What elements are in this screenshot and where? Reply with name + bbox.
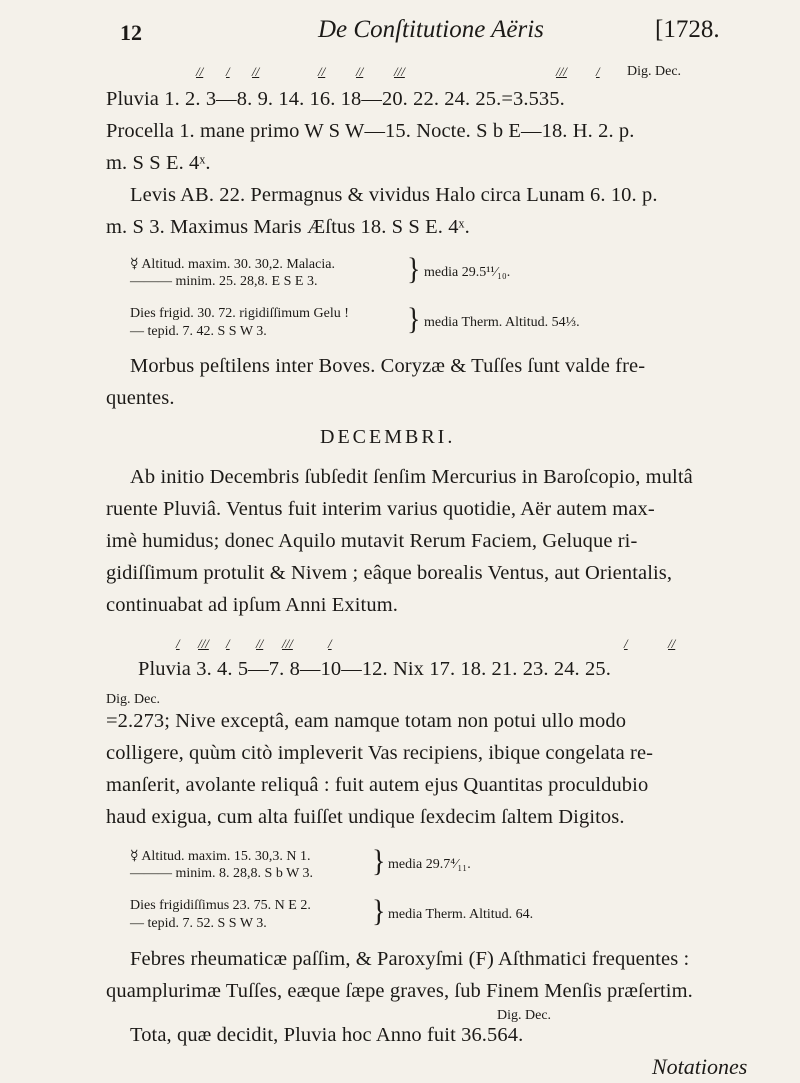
rain-mark: // [668,636,676,651]
brace: } [407,302,421,337]
december-heading: DECEMBRI. [320,426,456,448]
rain-mark: // [252,64,260,79]
december-quantity-4: haud exigua, cum alta fuiſſet undique ſexdecim ſaltem Digitos. [106,806,625,828]
therm-media-november: media Therm. Altitud. 54⅓. [424,315,580,330]
rain-mark: // [318,64,326,79]
brace: } [407,252,421,287]
rain-mark: /// [282,636,293,651]
total-rain-line: Tota, quæ decidit, Pluvia hoc Anno fuit 36.564. [130,1024,524,1046]
december-quantity-1: =2.273; Nive exceptâ, eam namque totam non potui ullo modo [106,710,627,732]
febres-line-2: quamplurimæ Tuſſes, eæque ſæpe graves, ſub Finem Menſis præſertim. [106,980,693,1002]
december-quantity-2: colligere, quùm citò impleverit Vas recipiens, ibique congelata re- [106,742,654,764]
dies-frigid-november: Dies frigid. 30. 72. rigidiſſimum Gelu ! [130,306,349,321]
procella-line-2: m. S S E. 4ˣ. [106,152,211,174]
year-bracket: [1728. [655,16,720,43]
barometer-max-november: ☿ Altitud. maxim. 30. 30,2. Malacia. [130,257,335,272]
levis-line-2: m. S 3. Maximus Maris Æſtus 18. S S E. 4ˣ. [106,216,470,238]
december-paragraph-5: continuabat ad ipſum Anni Exitum. [106,594,398,616]
catchword: Notationes [652,1054,748,1079]
morbus-line-2: quentes. [106,387,175,409]
rain-mark: /// [556,64,567,79]
december-paragraph-1: Ab initio Decembris ſubſedit ſenſim Mercurius in Baroſcopio, multâ [130,466,693,488]
december-paragraph-2: ruente Pluviâ. Ventus fuit interim varius quotidie, Aër autem max- [106,498,655,520]
rain-mark: / [596,64,600,79]
rain-mark: /// [198,636,209,651]
rain-mark: / [328,636,332,651]
dies-tepid-november: — tepid. 7. 42. S S W 3. [130,324,267,339]
barometer-media-november: media 29.5¹¹⁄₁₀. [424,265,511,280]
page-number: 12 [120,20,142,45]
brace: } [372,894,386,929]
rain-mark: // [256,636,264,651]
dies-frigidissimus-december: Dies frigidiſſimus 23. 75. N E 2. [130,898,311,913]
rain-mark: / [176,636,180,651]
brace: } [372,844,386,879]
rain-mark: / [226,636,230,651]
procella-line-1: Procella 1. mane primo W S W—15. Nocte. S b E—18. H. 2. p. [106,120,635,142]
december-quantity-3: manſerit, avolante reliquâ : fuit autem ejus Quantitas proculdubio [106,774,649,796]
rain-mark: / [226,64,230,79]
rain-marks-december [0,636,800,652]
dies-tepid-december: — tepid. 7. 52. S S W 3. [130,916,267,931]
barometer-max-december: ☿ Altitud. maxim. 15. 30,3. N 1. [130,849,311,864]
running-title: De Conſtitutione Aëris [318,16,544,43]
morbus-line-1: Morbus peſtilens inter Boves. Coryzæ & Tuſſes ſunt valde fre- [130,355,646,377]
barometer-media-december: media 29.7⁴⁄₁₁. [388,857,471,872]
barometer-min-december: ——— minim. 8. 28,8. S b W 3. [130,866,314,881]
therm-media-december: media Therm. Altitud. 64. [388,907,534,922]
febres-line-1: Febres rheumaticæ paſſim, & Paroxyſmi (F) Aſthmatici frequentes : [130,948,690,970]
december-paragraph-4: gidiſſimum protulit & Nivem ; eâque borealis Ventus, aut Orientalis, [106,562,673,584]
december-paragraph-3: imè humidus; donec Aquilo mutavit Rerum Faciem, Geluque ri- [106,530,638,552]
barometer-min-november: ——— minim. 25. 28,8. E S E 3. [130,274,318,289]
rain-mark: // [196,64,204,79]
pluvia-december: Pluvia 3. 4. 5—7. 8—10—12. Nix 17. 18. 21. 23. 24. 25. [138,658,611,680]
dig-dec-label: Dig. Dec. [627,64,682,79]
dig-dec-label: Dig. Dec. [106,692,161,707]
rain-mark: / [624,636,628,651]
rain-mark: /// [394,64,405,79]
levis-line-1: Levis AB. 22. Permagnus & vividus Halo circa Lunam 6. 10. p. [130,184,658,206]
dig-dec-label: Dig. Dec. [497,1008,552,1023]
pluvia-november: Pluvia 1. 2. 3—8. 9. 14. 16. 18—20. 22. 24. 25.=3.535. [106,88,565,110]
rain-mark: // [356,64,364,79]
